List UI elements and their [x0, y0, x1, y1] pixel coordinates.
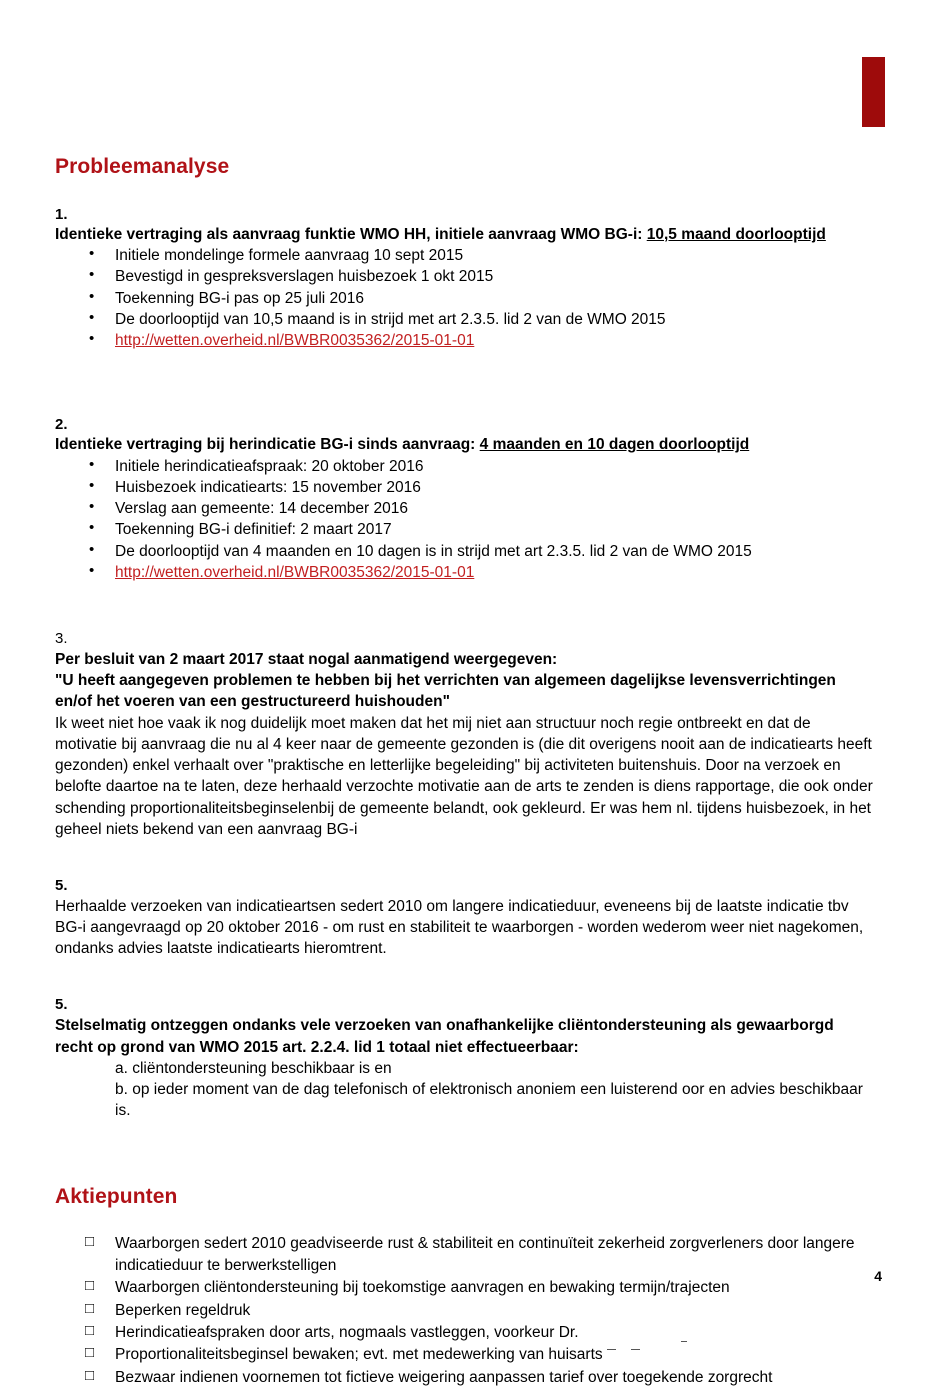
problem-item-5b: [55, 995, 875, 1121]
page-title-probleemanalyse: Probleemanalyse: [55, 155, 230, 178]
checklist-item-label: Beperken regeldruk: [115, 1301, 251, 1319]
problem-item-1: [55, 205, 875, 351]
checklist-item[interactable]: [55, 1367, 875, 1388]
problem-item-5a: [55, 876, 875, 960]
problem-item-3-body: Ik weet niet hoe vaak ik nog duidelijk moet maken dat het mij niet aan structuur noch regie ontbreekt en dat de motivatie bij aanvraag die nu al 4 keer naar de gemeente gezonden is (die dit overigens nooit aan de indicatiearts heeft gezonden) enkel verhaalt over "praktische en letterlijke begeleiding" bij activiteten buitenshuis. Door na verzoek en belofte daartoe na te laten, deze herhaald verzochte motivatie aan de arts te zenden is diens rapportage, die ook onder schending proportionaliteitsbeginselenbij de gemeente belandt, ook gekleurd. Er was hem nl. tijdens huisbezoek, in het geheel niets bekend van een aanvraag BG-i: [55, 714, 873, 838]
problem-item-5b-body: Stelselmatig ontzeggen ondanks vele verzoeken van onafhankelijke cliëntondersteuning als gewaarborgd recht op grond van WMO 2015 art. 2.2.4. lid 1 totaal niet effectueerbaar:: [55, 1017, 834, 1056]
page-title-aktiepunten: Aktiepunten: [55, 1185, 178, 1209]
checklist-item[interactable]: [55, 1277, 875, 1298]
problem-item-2-lead-underlined: 4 maanden en 10 dagen doorlooptijd: [479, 436, 750, 454]
spacer: [55, 1141, 875, 1185]
problem-item-1-lead-underlined: 10,5 maand doorlooptijd: [646, 225, 826, 243]
checklist-item[interactable]: [55, 1322, 875, 1343]
problem-item-5a-number: 5.: [55, 876, 68, 894]
wetten-overheid-link-1[interactable]: http://wetten.overheid.nl/BWBR0035362/2015-01-01: [115, 332, 475, 350]
problem-item-1-lead-plain: Identieke vertraging als aanvraag funktie WMO HH, initiele aanvraag WMO BG-i:: [55, 225, 647, 243]
list-item-link[interactable]: [55, 562, 875, 583]
list-item: • Bevestigd in gespreksverslagen huisbezoek 1 okt 2015: [55, 266, 875, 287]
problem-item-3-bold-line-2: "U heeft aangegeven problemen te hebben bij het verrichten van algemeen dagelijkse levensverrichtingen en/of het voeren van een gestructureerd huishouden": [55, 672, 836, 711]
checklist-item-label: Waarborgen sedert 2010 geadviseerde rust & stabiliteit en continuïteit zekerheid zorgverleners door langere indicatieduur te berwerkstelligen: [115, 1235, 855, 1274]
red-accent-bar: [862, 57, 885, 127]
checklist-item-label: Bezwaar indienen voornemen tot fictieve weigering aanpassen tarief over toegekende zorgrecht: [115, 1368, 773, 1386]
spacer: [55, 979, 875, 995]
problem-item-1-bullets: [55, 245, 875, 351]
document-content: [55, 155, 875, 1389]
checklist-item-label: Waarborgen cliëntondersteuning bij toekomstige aanvragen en bewaking termijn/trajecten: [115, 1279, 730, 1297]
checklist-item-label: Herindicatieafspraken door arts, nogmaals vastleggen, voorkeur Dr.: [115, 1323, 579, 1341]
checklist-item[interactable]: [55, 1300, 875, 1321]
problem-item-1-lead: [55, 225, 875, 245]
problem-item-2-number: 2.: [55, 416, 68, 434]
problem-item-3-number: 3.: [55, 630, 68, 648]
spacer: [55, 860, 875, 876]
problem-item-2: [55, 415, 875, 583]
list-item: • Initiele herindicatieafspraak: 20 oktober 2016: [55, 456, 875, 477]
problem-item-5b-sub-b: b. op ieder moment van de dag telefonisch of elektronisch anoniem een luisterend oor en advies beschikbaar is.: [115, 1080, 863, 1120]
problem-item-3: [55, 629, 875, 840]
checklist-item[interactable]: [55, 1233, 875, 1276]
list-item: • Toekenning BG-i pas op 25 juli 2016: [55, 288, 875, 309]
problem-item-5b-sub-a: a. cliëntondersteuning beschikbaar is en: [115, 1059, 392, 1077]
list-item-link[interactable]: [55, 330, 875, 351]
problem-item-3-bold-line-1: Per besluit van 2 maart 2017 staat nogal aanmatigend weergegeven:: [55, 650, 558, 668]
aktiepunten-checklist: [55, 1233, 875, 1388]
list-item: • Initiele mondelinge formele aanvraag 10 sept 2015: [55, 245, 875, 266]
list-item: • Verslag aan gemeente: 14 december 2016: [55, 498, 875, 519]
problem-item-2-lead-plain: Identieke vertraging bij herindicatie BG-i sinds aanvraag:: [55, 436, 480, 454]
problem-item-2-lead: [55, 435, 875, 455]
spacer: [55, 371, 875, 415]
problem-item-2-bullets: [55, 456, 875, 583]
spacer: [55, 603, 875, 629]
checklist-item-label: Proportionaliteitsbeginsel bewaken; evt. met medewerking van huisarts: [115, 1346, 603, 1364]
problem-item-5b-number: 5.: [55, 996, 68, 1014]
list-item: • Toekenning BG-i definitief: 2 maart 2017: [55, 519, 875, 540]
problem-item-1-number: 1.: [55, 206, 68, 223]
page-number: 4: [874, 1268, 882, 1284]
list-item: • De doorlooptijd van 4 maanden en 10 dagen is in strijd met art 2.3.5. lid 2 van de WMO 2015: [55, 541, 875, 562]
list-item: • Huisbezoek indicatiearts: 15 november 2016: [55, 477, 875, 498]
checklist-item[interactable]: [55, 1344, 875, 1365]
wetten-overheid-link-2[interactable]: http://wetten.overheid.nl/BWBR0035362/2015-01-01: [115, 563, 475, 581]
list-item: • De doorlooptijd van 10,5 maand is in strijd met art 2.3.5. lid 2 van de WMO 2015: [55, 309, 875, 330]
problem-item-5a-body: Herhaalde verzoeken van indicatieartsen sedert 2010 om langere indicatieduur, eveneens bij de laatste indicatie tbv BG-i aangevraagd op 20 oktober 2016 - om rust en stabiliteit te waarborgen - worden wederom weer niet nagekomen, ondanks advies laatste indicatiearts hieromtrent.: [55, 897, 864, 958]
